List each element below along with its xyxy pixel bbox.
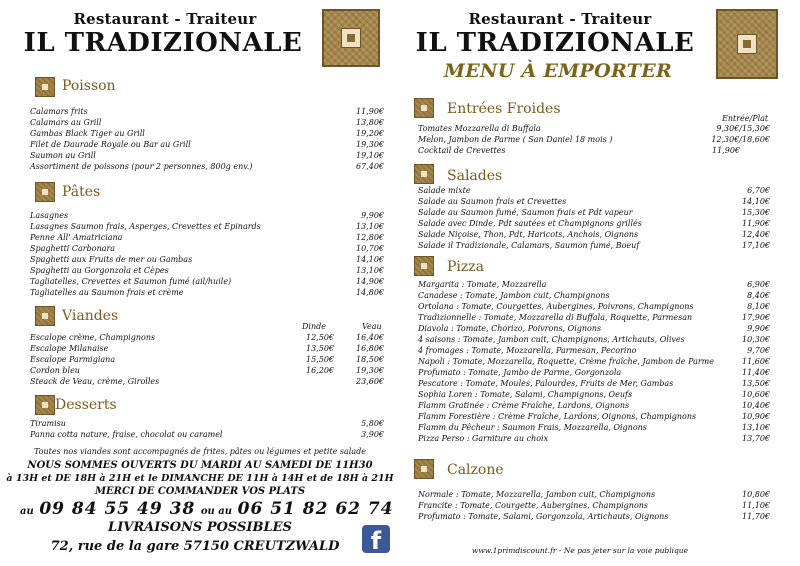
phone-number-1[interactable]: 09 84 55 49 38 [39,499,196,519]
section-title-viandes: Viandes [62,308,119,324]
section-tile-icon [414,98,434,118]
section-tile-icon [414,164,434,184]
footer-website[interactable]: www.1primdiscount.fr - Ne pas jeter sur la voie publique [471,546,689,555]
column-header-entree-plat: Entrée/Plat [722,114,769,123]
section-title-salades: Salades [447,168,503,184]
section-tile-icon [35,395,55,415]
phone-number-2[interactable]: 06 51 82 62 74 [237,499,394,519]
section-title-poisson: Poisson [62,78,116,94]
column-header-dinde: Dinde [302,322,326,331]
section-tile-icon [414,256,434,276]
section-title-pates: Pâtes [62,184,101,200]
footer-hours-2: à 13H et DE 18H à 21H et le DIMANCHE DE 11H à 14H et de 18H à 21H [6,473,394,484]
footer-hours-1: NOUS SOMMES OUVERTS DU MARDI AU SAMEDI DE 11H30 [27,460,373,471]
menu-a-emporter-heading: MENU À EMPORTER [443,60,673,82]
section-tile-icon [414,459,434,479]
section-tile-icon [35,77,55,97]
section-tile-icon [35,182,55,202]
section-title-desserts: Desserts [55,397,117,413]
footer-address: 72, rue de la gare 57150 CREUTZWALD [50,539,340,554]
restaurant-logo-icon [716,9,778,79]
footer-note: Toutes nos viandes sont accompagnés de frites, pâtes ou légumes et petite salade [33,447,366,456]
facebook-icon[interactable]: f [362,525,390,553]
column-header-veau: Veau [362,322,382,331]
right-title: IL TRADIZIONALE [415,28,695,58]
restaurant-logo-icon [322,9,380,67]
footer-order: MERCI DE COMMANDER VOS PLATS [94,486,306,497]
left-title: IL TRADIZIONALE [23,28,303,58]
left-subtitle: Restaurant - Traiteur [73,10,257,28]
section-title-entrees-froides: Entrées Froides [447,101,561,117]
right-subtitle: Restaurant - Traiteur [468,10,652,28]
section-title-pizza: Pizza [447,259,484,275]
footer-phones: au 09 84 55 49 38 ou au 06 51 82 62 74 [20,499,394,519]
section-title-calzone: Calzone [447,462,504,478]
section-tile-icon [35,306,55,326]
footer-delivery: LIVRAISONS POSSIBLES [108,520,292,535]
